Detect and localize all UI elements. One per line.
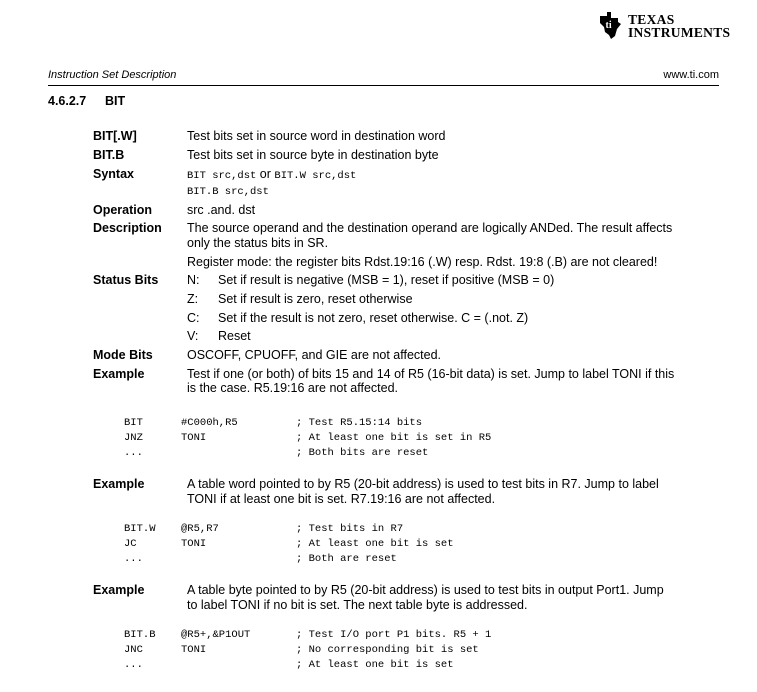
field-text-bitb: Test bits set in source byte in destination byte xyxy=(187,148,439,162)
logo-line-2: INSTRUMENTS xyxy=(628,25,731,40)
ti-state-icon xyxy=(598,10,622,40)
code-arg: @R5,R7 xyxy=(181,523,219,535)
example-1-label: Example xyxy=(93,367,145,381)
description-label: Description xyxy=(93,221,162,235)
syntax-label: Syntax xyxy=(93,167,134,181)
code-op: BIT.B xyxy=(124,629,156,641)
code-comment: ; Test bits in R7 xyxy=(296,523,404,535)
code-comment: ; No corresponding bit is set xyxy=(296,644,479,656)
status-text-v: Reset xyxy=(218,329,251,343)
code-op: ... xyxy=(124,553,143,565)
operation-label: Operation xyxy=(93,203,153,217)
section-title: BIT xyxy=(105,94,126,108)
status-text-c: Set if the result is not zero, reset otherwise. C = (.not. Z) xyxy=(218,311,529,325)
syntax-or: or xyxy=(259,167,271,181)
code-op: ... xyxy=(124,659,143,671)
mode-bits-label: Mode Bits xyxy=(93,348,153,362)
code-op: JNZ xyxy=(124,432,143,444)
description-line-3: Register mode: the register bits Rdst.19:16 (.W) resp. Rdst. 19:8 (.B) are not cleared! xyxy=(187,255,658,269)
example-1-line-2: is the case. R5.19:16 are not affected. xyxy=(187,381,399,395)
code-op: BIT xyxy=(124,417,143,429)
status-bits-label: Status Bits xyxy=(93,273,159,287)
svg-text:ti: ti xyxy=(605,20,612,31)
code-op: ... xyxy=(124,447,143,459)
example-2-line-1: A table word pointed to by R5 (20-bit address) is used to test bits in R7. Jump to label xyxy=(187,477,659,491)
code-arg: TONI xyxy=(181,644,207,656)
syntax-line-1 xyxy=(187,167,356,184)
code-op: BIT.W xyxy=(124,523,156,535)
status-flag-v: V: xyxy=(187,329,199,343)
code-comment: ; Test R5.15:14 bits xyxy=(296,417,423,429)
status-text-n: Set if result is negative (MSB = 1), reset if positive (MSB = 0) xyxy=(218,273,555,287)
code-comment: ; Both are reset xyxy=(296,553,397,565)
texas-instruments-logo xyxy=(598,10,731,46)
section-number: 4.6.2.7 xyxy=(48,94,87,108)
mode-bits-text: OSCOFF, CPUOFF, and GIE are not affected. xyxy=(187,348,442,362)
example-2-label: Example xyxy=(93,477,145,491)
header-url[interactable]: www.ti.com xyxy=(663,69,719,81)
code-comment: ; At least one bit is set xyxy=(296,659,454,671)
field-label-bitb: BIT.B xyxy=(93,148,125,162)
status-flag-n: N: xyxy=(187,273,200,287)
field-text-bitw: Test bits set in source word in destination word xyxy=(187,129,446,143)
syntax-code-b: BIT.W src,dst xyxy=(274,170,357,182)
syntax-line-2 xyxy=(187,183,269,200)
code-op: JNC xyxy=(124,644,143,656)
header-rule xyxy=(48,85,719,86)
description-line-1: The source operand and the destination operand are logically ANDed. The result affects xyxy=(187,221,673,235)
status-flag-z: Z: xyxy=(187,292,199,306)
status-flag-c: C: xyxy=(187,311,200,325)
code-arg: TONI xyxy=(181,432,207,444)
example-1-line-1: Test if one (or both) of bits 15 and 14 of R5 (16-bit data) is set. Jump to label TONI if this xyxy=(187,367,675,381)
code-op: JC xyxy=(124,538,137,550)
logo-wordmark xyxy=(628,13,730,39)
code-arg: TONI xyxy=(181,538,207,550)
example-3-line-2: to label TONI if no bit is set. The next table byte is addressed. xyxy=(187,598,528,612)
field-label-bitw: BIT[.W] xyxy=(93,129,137,143)
code-arg: @R5+,&P1OUT xyxy=(181,629,251,641)
code-comment: ; At least one bit is set in R5 xyxy=(296,432,492,444)
description-line-2: only the status bits in SR. xyxy=(187,236,329,250)
status-text-z: Set if result is zero, reset otherwise xyxy=(218,292,413,306)
example-2-line-2: TONI if at least one bit is set. R7.19:16 are not affected. xyxy=(187,492,496,506)
example-3-label: Example xyxy=(93,583,145,597)
code-comment: ; Test I/O port P1 bits. R5 + 1 xyxy=(296,629,492,641)
code-comment: ; Both bits are reset xyxy=(296,447,429,459)
header-doc-title: Instruction Set Description xyxy=(48,69,177,81)
syntax-code-a: BIT src,dst xyxy=(187,170,257,182)
example-3-line-1: A table byte pointed to by R5 (20-bit address) is used to test bits in output Port1. Jump xyxy=(187,583,664,597)
syntax-code-c: BIT.B src,dst xyxy=(187,186,269,198)
logo-line-1: TEXAS xyxy=(628,12,675,27)
operation-text: src .and. dst xyxy=(187,203,256,217)
code-comment: ; At least one bit is set xyxy=(296,538,454,550)
code-arg: #C000h,R5 xyxy=(181,417,238,429)
